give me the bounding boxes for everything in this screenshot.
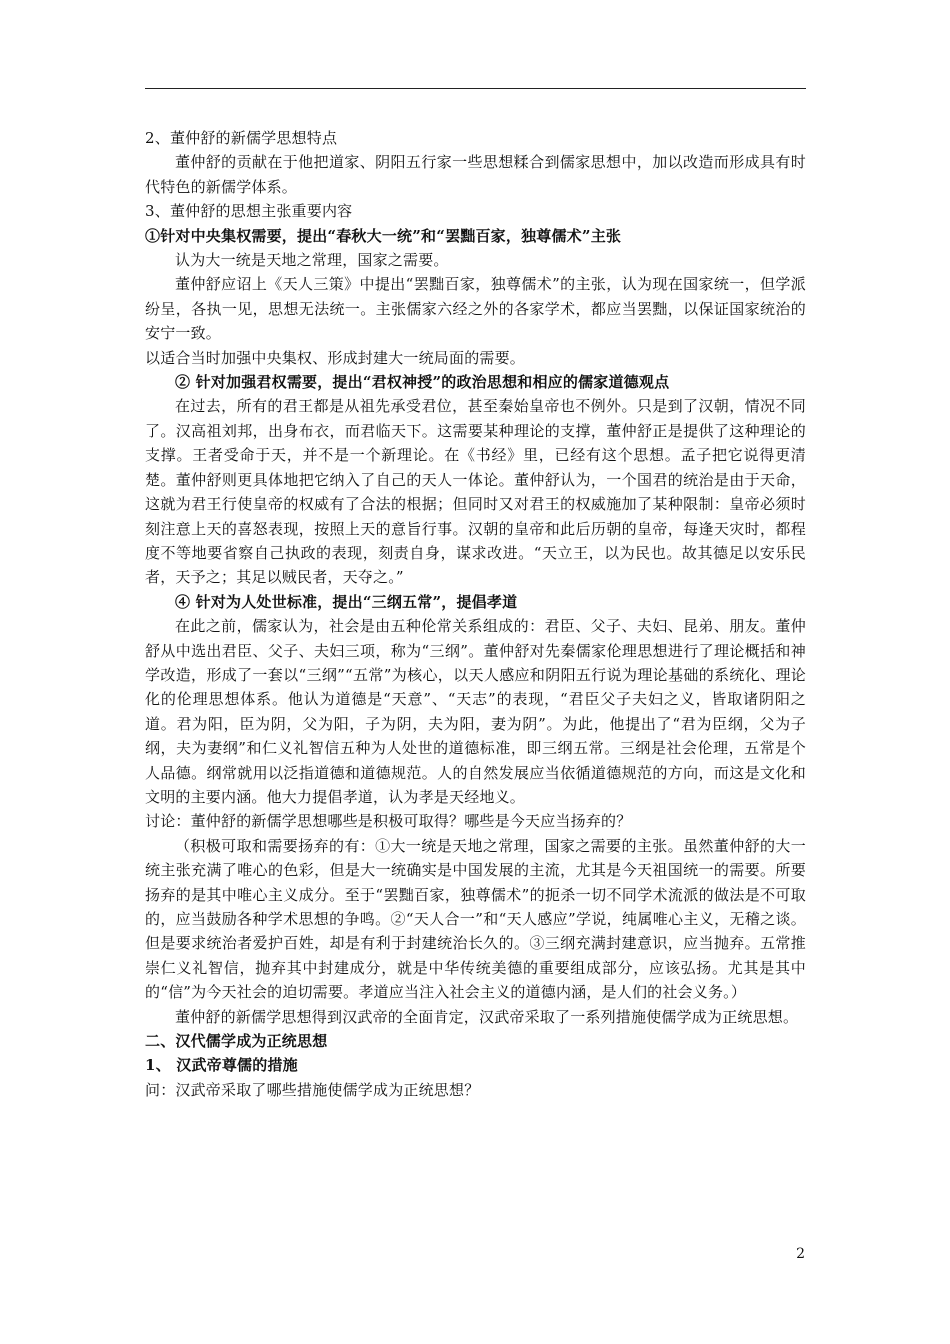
paragraph: 在过去，所有的君王都是从祖先承受君位，甚至秦始皇帝也不例外。只是到了汉朝，情况不同了。汉高祖刘邦，出身布衣，而君临天下。这需要某种理论的支撑，董仲舒正是提供了这种理论的支撑。王者受命于天，并不是一个新理论。在《书经》里，已经有这个思想。孟子把它说得更清楚。董仲舒则更具体地把它纳入了自己的天人一体论。董仲舒认为，一个国君的统治是由于天命，这就为君王行使皇帝的权威有了合法的根据；但同时又对君王的权威施加了某种限制：皇帝必须时刻注意上天的喜怒表现，按照上天的意旨行事。汉朝的皇帝和此后历朝的皇帝，每逢天灾时，都程度不等地要省察自己执政的表现，刻责自身，谋求改进。“天立王，以为民也。故其德足以安乐民者，天予之；其足以贼民者，天夺之。”: [145, 397, 806, 587]
bold-heading: ② 针对加强君权需要，提出“君权神授”的政治思想和相应的儒家道德观点: [175, 373, 670, 392]
question: 问：汉武帝采取了哪些措施使儒学成为正统思想？: [145, 1080, 480, 1099]
paragraph: 董仲舒的贡献在于他把道家、阴阳五行家一些思想糅合到儒家思想中，加以改造而形成具有时代特色的新儒学体系。: [145, 153, 806, 196]
paragraph: 董仲舒应诏上《天人三策》中提出“罢黜百家，独尊儒术”的主张，认为现在国家统一，但学派纷呈，各执一见，思想无法统一。主张儒家六经之外的各家学术，都应当罢黜，以保证国家统治的安宁一致。: [145, 275, 806, 343]
paragraph: 以适合当时加强中央集权、形成封建大一统局面的需要。: [145, 348, 526, 367]
paragraph: 董仲舒的新儒学思想得到汉武帝的全面肯定，汉武帝采取了一系列措施使儒学成为正统思想。: [175, 1007, 799, 1026]
subheading: 2、董仲舒的新儒学思想特点: [145, 129, 338, 147]
header-rule: [145, 88, 806, 89]
subheading: 3、董仲舒的思想主张重要内容: [145, 202, 353, 221]
bold-heading: ④ 针对为人处世标准，提出“三纲五常”，提倡孝道: [175, 592, 518, 611]
paragraph: （积极可取和需要扬弃的有：①大一统是天地之常理，国家之需要的主张。虽然董仲舒的大一统主张充满了唯心的色彩，但是大一统确实是中国发展的主流，尤其是今天祖国统一的需要。所要扬弃的是其中唯心主义成分。至于“罢黜百家，独尊儒术”的扼杀一切不同学术流派的做法是不可取的，应当鼓励各种学术思想的争鸣。②“天人合一”和“天人感应”学说，纯属唯心主义，无稽之谈。但是要求统治者爱护百姓，却是有利于封建统治长久的。③三纲充满封建意识，应当抛弃。五常推崇仁义礼智信，抛弃其中封建成分，就是中华传统美德的重要组成部分，应该弘扬。尤其是其中的“信”为今天社会的迫切需要。孝道应当注入社会主义的道德内涵，是人们的社会义务。）: [145, 836, 806, 1002]
discussion-question: 讨论：董仲舒的新儒学思想哪些是积极可取得？哪些是今天应当扬弃的？: [145, 812, 632, 831]
bold-heading: 1、 汉武帝尊儒的措施: [145, 1056, 298, 1075]
bold-heading: ①针对中央集权需要，提出“春秋大一统”和“罢黜百家，独尊儒术”主张: [145, 226, 622, 245]
section-heading: 二、汉代儒学成为正统思想: [145, 1032, 328, 1051]
paragraph: 认为大一统是天地之常理，国家之需要。: [175, 251, 449, 270]
page-number: 2: [796, 1246, 805, 1262]
document-body: [145, 126, 806, 1102]
paragraph: 在此之前，儒家认为，社会是由五种伦常关系组成的：君臣、父子、夫妇、昆弟、朋友。董仲舒从中选出君臣、父子、夫妇三项，称为“三纲”。董仲舒对先秦儒家伦理思想进行了理论概括和神学改造，形成了一套以“三纲”“五常”为核心，以天人感应和阴阳五行说为理论基础的系统化、理论化的伦理思想体系。他认为道德是“天意”、“天志”的表现，“君臣父子夫妇之义，皆取诸阴阳之道。君为阳，臣为阴，父为阳，子为阴，夫为阳，妻为阴”。为此，他提出了“君为臣纲，父为子纲，夫为妻纲”和仁义礼智信五种为人处世的道德标准，即三纲五常。三纲是社会伦理，五常是个人品德。纲常就用以泛指道德和道德规范。人的自然发展应当依循道德规范的方向，而这是文化和文明的主要内涵。他大力提倡孝道，认为孝是天经地义。: [145, 617, 806, 806]
